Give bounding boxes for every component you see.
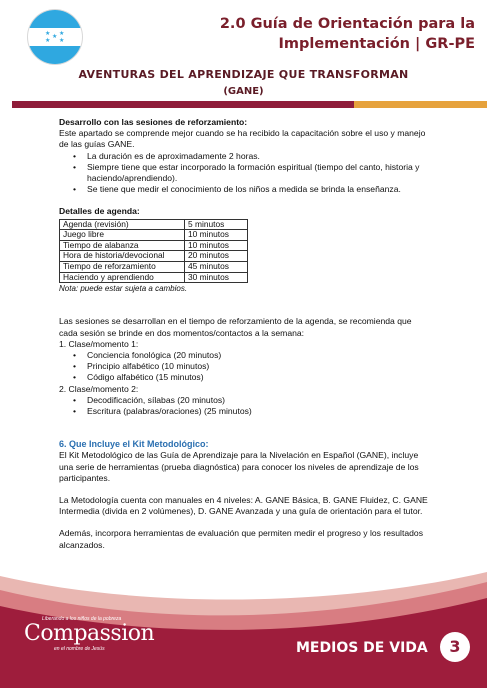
program-heading: [0, 68, 487, 97]
agenda-duration: 20 minutos: [185, 251, 248, 262]
logo-tagline-bottom: en el nombre de Jesús: [54, 646, 105, 652]
kit-paragraph-3: Además, incorpora herramientas de evaluación que permiten medir el progreso y los resultados alcanzados.: [59, 528, 423, 550]
agenda-activity: Tiempo de reforzamiento: [60, 262, 185, 273]
list-item: • Principio alfabético (10 minutos): [87, 361, 429, 372]
moment-2-label: 2. Clase/momento 2:: [59, 383, 139, 394]
agenda-table: [59, 219, 248, 284]
kit-heading: 6. Que Incluye el Kit Metodológico:: [59, 439, 209, 450]
table-row: [60, 272, 248, 283]
table-row: [60, 240, 248, 251]
reinforcement-list: [59, 151, 429, 196]
list-item: • Conciencia fonológica (20 minutos): [87, 350, 429, 361]
list-item: • Código alfabético (15 minutos): [87, 372, 429, 383]
list-item: • Siempre tiene que estar incorporado la formación espiritual (tiempo del canto, historia y haciendo/aprendiendo).: [87, 162, 429, 184]
agenda-note: Nota: puede estar sujeta a cambios.: [59, 284, 188, 294]
agenda-activity: Hora de historia/devocional: [60, 251, 185, 262]
reinforcement-intro: Este apartado se comprende mejor cuando se ha recibido la capacitación sobre el uso y manejo de las guías GANE.: [59, 128, 426, 150]
table-row: [60, 251, 248, 262]
section-label: MEDIOS DE VIDA: [296, 640, 428, 656]
moment-1-label: 1. Clase/momento 1:: [59, 338, 139, 349]
agenda-activity: Agenda (revisión): [60, 219, 185, 230]
kit-paragraph-1: El Kit Metodológico de las Guía de Aprendizaje para la Nivelación en Español (GANE), incluye una serie de herramientas (prueba diagnóstica) para conocer los niveles de aprendizaje de los participantes.: [59, 450, 419, 483]
agenda-duration: 45 minutos: [185, 262, 248, 273]
sessions-intro: Las sesiones se desarrollan en el tiempo de reforzamiento de la agenda, se recomienda que cada sesión se brinde en dos momentos/contactos a la semana:: [59, 316, 412, 338]
document-body: [59, 117, 429, 551]
honduras-flag-icon: ★ ★ ★ ★ ★: [28, 10, 82, 64]
list-item: • Se tiene que medir el conocimiento de los niños a medida se brinda la enseñanza.: [87, 184, 429, 195]
kit-paragraph-2: La Metodología cuenta con manuales en 4 niveles: A. GANE Básica, B. GANE Fluidez, C. GANE Intermedia (divida en 2 volúmenes), D. GANE Avanzada y una guía de orientación para el tutor.: [59, 495, 428, 517]
document-title-line2: Implementación | GR-PE: [278, 36, 475, 52]
list-item: • Escritura (palabras/oraciones) (25 minutos): [87, 406, 429, 417]
agenda-activity: Haciendo y aprendiendo: [60, 272, 185, 283]
agenda-activity: Tiempo de alabanza: [60, 240, 185, 251]
list-item: • La duración es de aproximadamente 2 horas.: [87, 151, 429, 162]
reinforcement-heading: Desarrollo con las sesiones de reforzamiento:: [59, 117, 248, 127]
page-number-badge: 3: [440, 632, 470, 662]
agenda-duration: 10 minutos: [185, 230, 248, 241]
document-title-line1: 2.0 Guía de Orientación para la: [219, 16, 475, 32]
list-item: • Decodificación, sílabas (20 minutos): [87, 395, 429, 406]
table-row: [60, 230, 248, 241]
agenda-activity: Juego libre: [60, 230, 185, 241]
program-acronym: (GANE): [223, 86, 264, 97]
agenda-duration: 5 minutos: [185, 219, 248, 230]
agenda-duration: 10 minutos: [185, 240, 248, 251]
program-name: AVENTURAS DEL APRENDIZAJE QUE TRANSFORMAN: [78, 68, 409, 81]
logo-tagline-top: Liberando a los niños de la pobreza: [42, 616, 122, 622]
table-row: [60, 262, 248, 273]
moment-2-list: [59, 395, 429, 417]
header-color-bar: [12, 101, 487, 108]
table-row: [60, 219, 248, 230]
moment-1-list: [59, 350, 429, 384]
document-title: [175, 14, 475, 54]
agenda-heading: Detalles de agenda:: [59, 206, 140, 217]
agenda-duration: 30 minutos: [185, 272, 248, 283]
compassion-logo: [24, 616, 184, 652]
logo-brand: Compassion: [24, 621, 155, 646]
